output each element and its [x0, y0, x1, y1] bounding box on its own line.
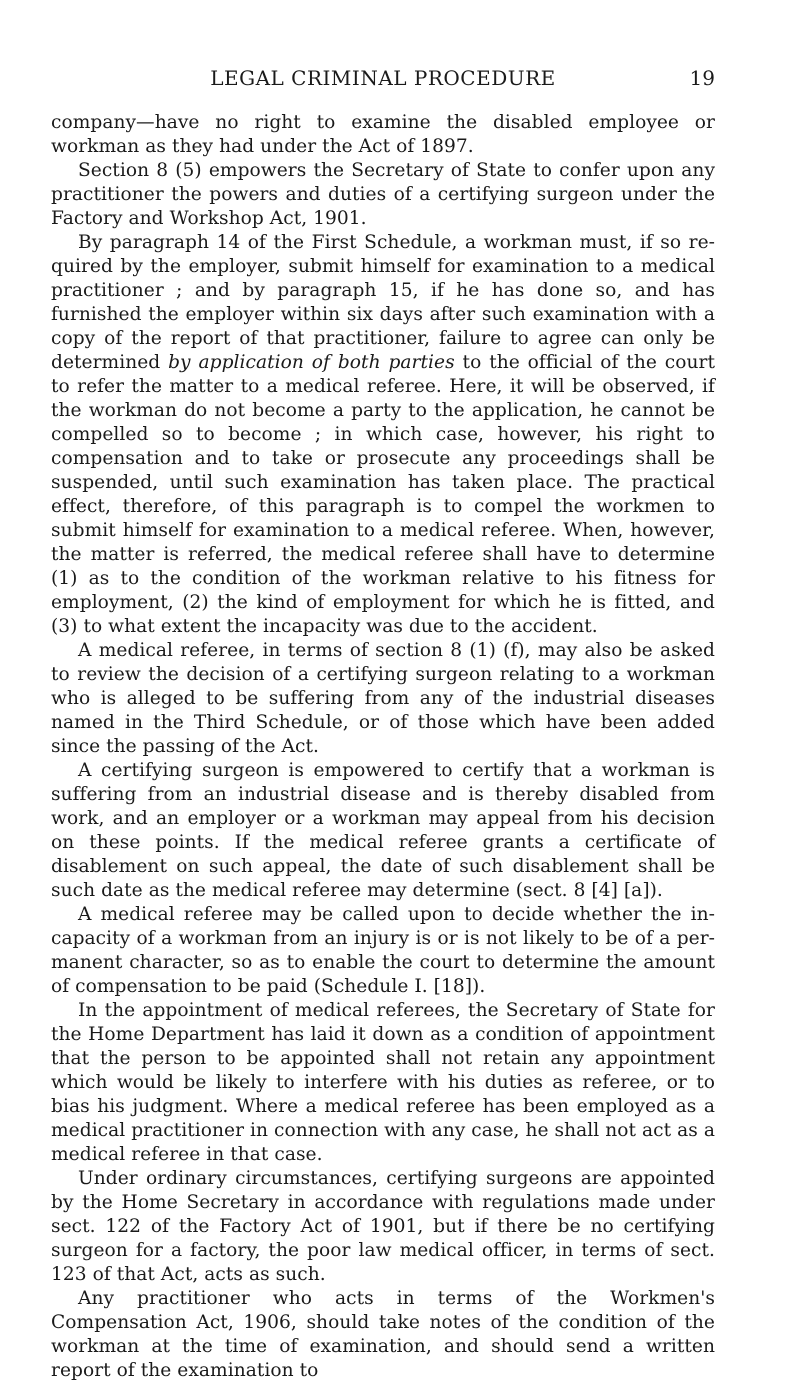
running-title: LEGAL CRIMINAL PROCEDURE: [210, 66, 556, 90]
paragraph: Any practitioner who acts in terms of the Workmen's Compensation Act, 1906, should take notes of the condition of the workman at the time of examination, and should send a written report of the examination to: [51, 1288, 715, 1381]
paragraph: Under ordinary circumstances, certifying surgeons are appointed by the Home Secretary in accordance with regulations made under sect. 122 of the Factory Act of 1901, but if there be no certifying surgeon for a factory, the poor law medical officer, in terms of sect. 123 of that Act, acts as such.: [51, 1168, 715, 1285]
paragraph: A medical referee, in terms of section 8 (1) (f), may also be asked to review the decision of a certifying surgeon relating to a workman who is alleged to be suffering from any of the industrial diseases named in the Third Schedule, or of those which have been added since the passing of the Act.: [51, 640, 715, 757]
page-number: 19: [689, 66, 715, 90]
paragraph: [51, 231, 715, 639]
body-text: [51, 111, 715, 1383]
paragraph: A medical referee may be called upon to decide whether the in-capacity of a workman from an injury is or is not likely to be of a per-manent character, so as to enable the court to determine the amount of compensation to be paid (Schedule I. [18]).: [51, 904, 715, 997]
paragraph-text: to the official of the court to refer the matter to a medical referee. Here, it will be observed, if the workman do not become a party to the application, he cannot be compelled so to become ; in which case, however, his right to compensation and to take or prosecute any proceedings shall be suspended, until such examination has taken place. The practical effect, therefore, of this paragraph is to compel the workmen to submit himself for examination to a medical referee. When, however, the matter is referred, the medical referee shall have to determine (1) as to the condition of the workman relative to his fitness for employment, (2) the kind of employment for which he is fitted, and (3) to what extent the incapacity was due to the accident.: [51, 352, 715, 637]
running-head: [51, 63, 715, 93]
italic-phrase: by application of both parties: [168, 352, 455, 373]
paragraph-text: By paragraph 14 of the First Schedule, a workman must, if so re-quired by the employer, submit himself for examination to a medical practitioner ; and by paragraph 15, if he has done so, and has furnished the employer within six days after such examination with a copy of the report of that practitioner, failure to agree can only be determined: [51, 232, 715, 373]
paragraph: company—have no right to examine the disabled employee or workman as they had under the Act of 1897.: [51, 112, 715, 157]
paragraph: In the appointment of medical referees, the Secretary of State for the Home Department has laid it down as a condition of appointment that the person to be appointed shall not retain any appointment which would be likely to interfere with his duties as referee, or to bias his judgment. Where a medical referee has been employed as a medical practitioner in connection with any case, he shall not act as a medical referee in that case.: [51, 1000, 715, 1165]
paragraph: Section 8 (5) empowers the Secretary of State to confer upon any practitioner the powers and duties of a certifying surgeon under the Factory and Workshop Act, 1901.: [51, 160, 715, 229]
paragraph: A certifying surgeon is empowered to certify that a workman is suffering from an industrial disease and is thereby disabled from work, and an employer or a workman may appeal from his decision on these points. If the medical referee grants a certificate of disablement on such appeal, the date of such disablement shall be such date as the medical referee may determine (sect. 8 [4] [a]).: [51, 760, 715, 901]
